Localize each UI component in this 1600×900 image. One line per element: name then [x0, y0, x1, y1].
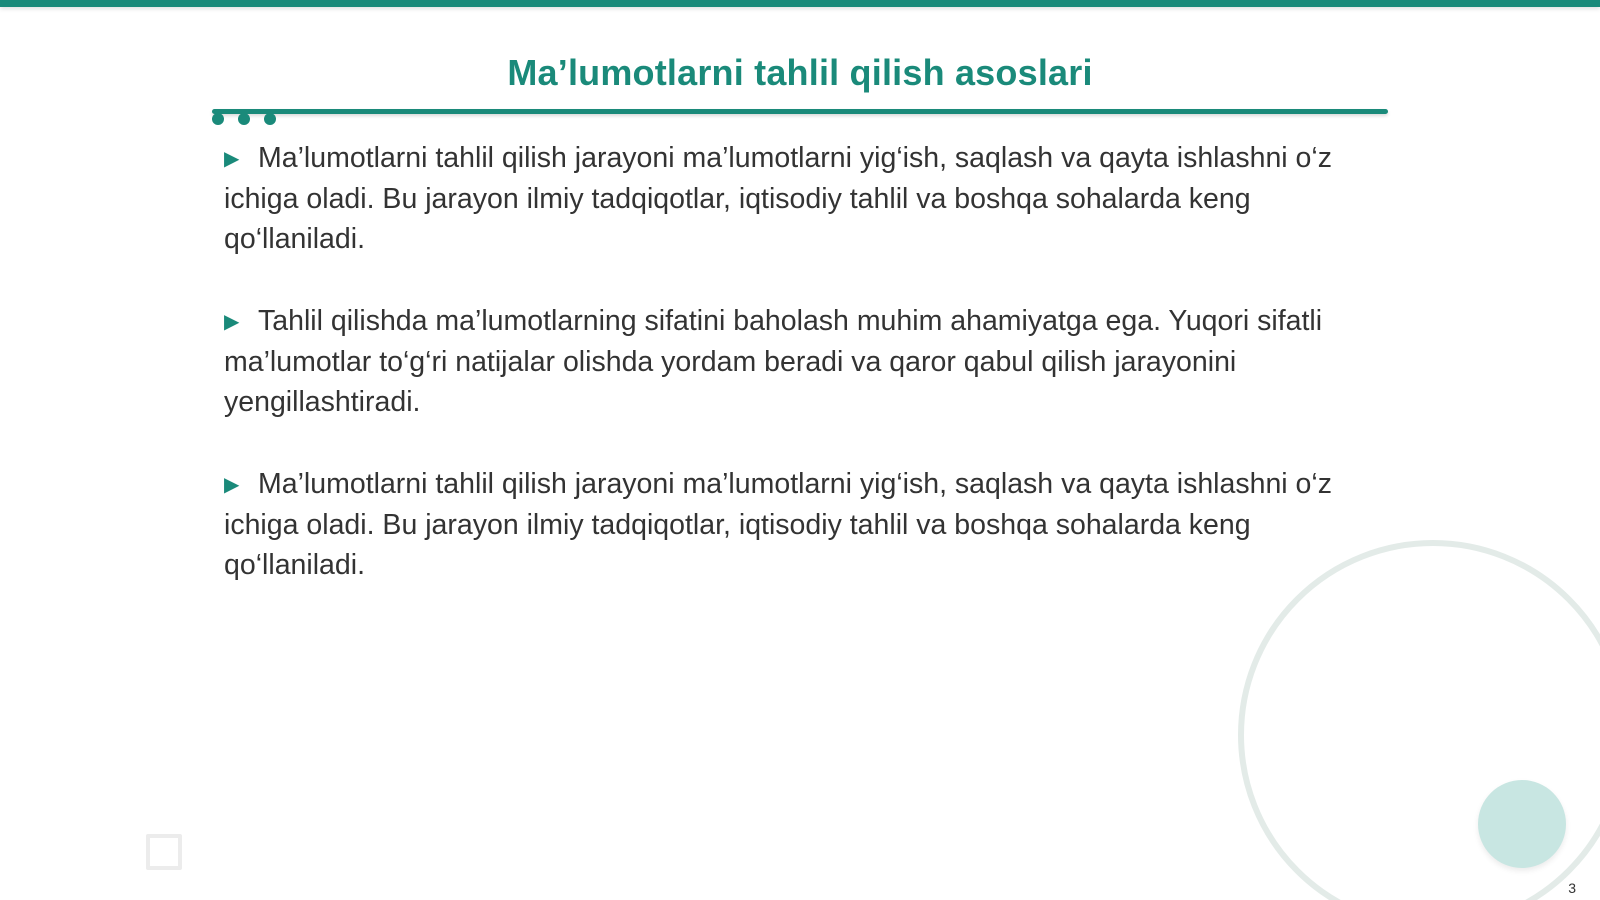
triangle-bullet-icon: ▶: [224, 148, 240, 170]
bullet-list: [224, 138, 1344, 627]
title-underline: [212, 109, 1388, 114]
bullet-item-1: [224, 138, 1344, 259]
bullet-item-2: [224, 301, 1344, 422]
bullet-text: Ma’lumotlarni tahlil qilish jarayoni ma’lumotlarni yig‘ish, saqlash va qayta ishlashni o‘z ichiga oladi. Bu jarayon ilmiy tadqiqotlar, iqtisodiy tahlil va boshqa sohalarda keng qo‘llaniladi.: [224, 142, 1332, 255]
decorative-square: [146, 834, 182, 870]
bullet-text: Ma’lumotlarni tahlil qilish jarayoni ma’lumotlarni yig‘ish, saqlash va qayta ishlashni o‘z ichiga oladi. Bu jarayon ilmiy tadqiqotlar, iqtisodiy tahlil va boshqa sohalarda keng qo‘llaniladi.: [224, 468, 1332, 581]
triangle-bullet-icon: ▶: [224, 311, 240, 333]
decorative-dot: [212, 113, 224, 125]
decorative-circle: [1478, 780, 1566, 868]
slide-title: Ma’lumotlarni tahlil qilish asoslari: [507, 52, 1093, 93]
bullet-text: Tahlil qilishda ma’lumotlarning sifatini baholash muhim ahamiyatga ega. Yuqori sifatli ma’lumotlar to‘g‘ri natijalar olishda yordam beradi va qaror qabul qilish jarayonini yengillashtiradi.: [224, 305, 1323, 418]
decorative-dot: [238, 113, 250, 125]
slide-number: 3: [1568, 880, 1576, 896]
bullet-item-3: [224, 464, 1344, 585]
triangle-bullet-icon: ▶: [224, 474, 240, 496]
decorative-dot: [264, 113, 276, 125]
top-accent-bar: [0, 0, 1600, 7]
